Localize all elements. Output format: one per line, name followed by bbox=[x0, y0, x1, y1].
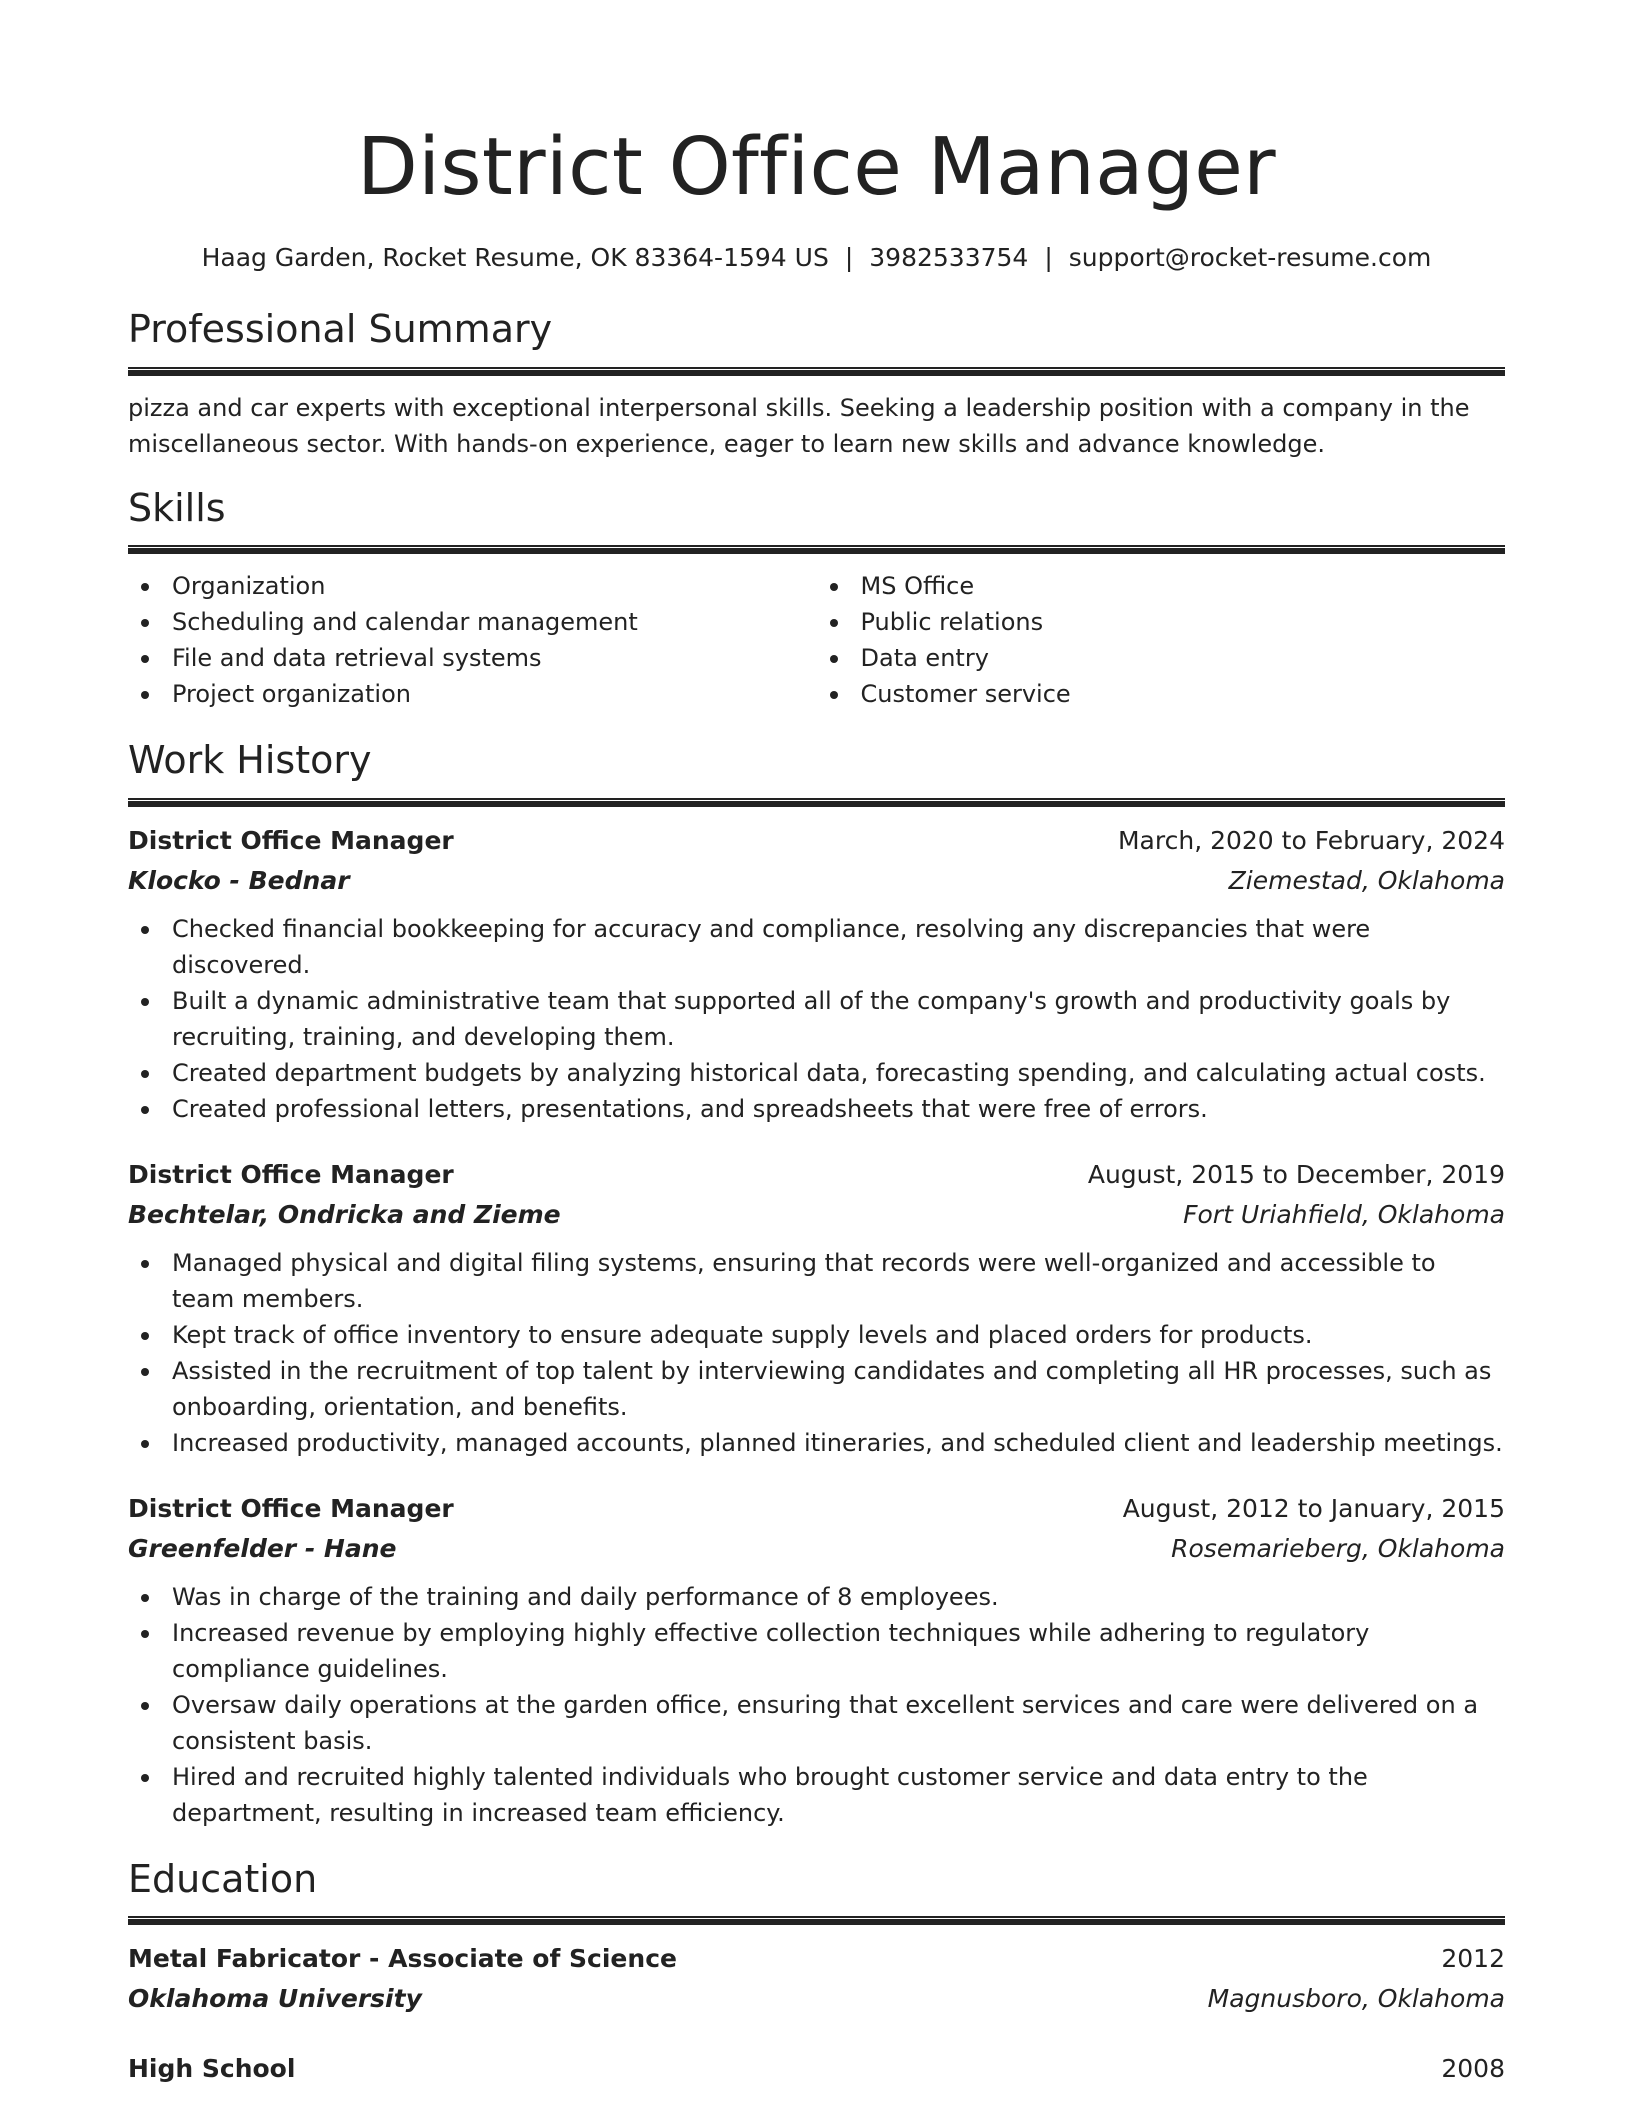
summary-section bbox=[128, 307, 1505, 462]
job-bullet: Created department budgets by analyzing historical data, forecasting spending, and calculating actual costs. bbox=[128, 1055, 1505, 1091]
education-header bbox=[128, 1939, 1505, 1979]
job-title: District Office Manager bbox=[128, 825, 454, 855]
job-header bbox=[128, 1489, 1505, 1529]
job-bullet: Was in charge of the training and daily performance of 8 employees. bbox=[128, 1579, 1505, 1615]
section-divider bbox=[128, 798, 1505, 807]
skill-item: Public relations bbox=[817, 604, 1506, 640]
contact-separator: | bbox=[844, 243, 854, 272]
job-header bbox=[128, 821, 1505, 861]
job-bullet: Hired and recruited highly talented individuals who brought customer service and data entry to the department, resulting in increased team efficiency. bbox=[128, 1759, 1505, 1831]
job-entry bbox=[128, 1489, 1505, 1831]
summary-heading: Professional Summary bbox=[128, 307, 553, 351]
section-divider bbox=[128, 545, 1505, 554]
job-title: District Office Manager bbox=[128, 1493, 454, 1523]
section-divider bbox=[128, 367, 1505, 376]
job-bullets bbox=[128, 1579, 1505, 1831]
skill-item: Customer service bbox=[817, 676, 1506, 712]
job-bullet: Assisted in the recruitment of top talent by interviewing candidates and completing all HR processes, such as onboarding, orientation, and benefits. bbox=[128, 1353, 1505, 1425]
skill-item: Scheduling and calendar management bbox=[128, 604, 817, 640]
skill-item: Data entry bbox=[817, 640, 1506, 676]
education-entry bbox=[128, 2049, 1505, 2089]
job-location: Rosemarieberg, Oklahoma bbox=[1171, 1533, 1505, 1563]
contact-separator: | bbox=[1044, 243, 1053, 272]
job-subheader bbox=[128, 1195, 1505, 1235]
job-bullet: Built a dynamic administrative team that supported all of the company's growth and productivity goals by recruiting, training, and developing them. bbox=[128, 983, 1505, 1055]
skills-column-right bbox=[817, 568, 1506, 712]
job-bullet: Oversaw daily operations at the garden office, ensuring that excellent services and care were delivered on a consistent basis. bbox=[128, 1687, 1505, 1759]
job-location: Ziemestad, Oklahoma bbox=[1228, 865, 1505, 895]
job-bullet: Created professional letters, presentations, and spreadsheets that were free of errors. bbox=[128, 1091, 1505, 1127]
job-entry bbox=[128, 1155, 1505, 1461]
job-bullet: Checked financial bookkeeping for accuracy and compliance, resolving any discrepancies that were discovered. bbox=[128, 911, 1505, 983]
job-bullets bbox=[128, 911, 1505, 1127]
work-heading: Work History bbox=[128, 738, 372, 783]
education-entry bbox=[128, 1939, 1505, 2019]
skills-column-left bbox=[128, 568, 817, 712]
job-bullet: Managed physical and digital filing systems, ensuring that records were well-organized and accessible to team members. bbox=[128, 1245, 1505, 1317]
contact-address: Haag Garden, Rocket Resume, OK 83364-1594 US bbox=[201, 243, 829, 272]
job-bullet: Increased revenue by employing highly effective collection techniques while adhering to regulatory compliance guidelines. bbox=[128, 1615, 1505, 1687]
job-title: District Office Manager bbox=[128, 1159, 454, 1189]
job-dates: August, 2015 to December, 2019 bbox=[1087, 1159, 1505, 1189]
section-divider bbox=[128, 1916, 1505, 1925]
education-year: 2008 bbox=[1441, 2054, 1505, 2084]
contact-line bbox=[128, 243, 1505, 273]
work-section bbox=[128, 738, 1505, 1831]
job-dates: March, 2020 to February, 2024 bbox=[1117, 825, 1505, 855]
job-location: Fort Uriahfield, Oklahoma bbox=[1183, 1199, 1505, 1229]
skill-item: MS Office bbox=[817, 568, 1506, 604]
job-header bbox=[128, 1155, 1505, 1195]
education-subheader bbox=[128, 1979, 1505, 2019]
education-header bbox=[128, 2049, 1505, 2089]
skills-heading: Skills bbox=[128, 485, 226, 530]
job-entry bbox=[128, 821, 1505, 1127]
job-company: Bechtelar, Ondricka and Zieme bbox=[128, 1199, 561, 1229]
education-school: Oklahoma University bbox=[128, 1984, 422, 2014]
education-section bbox=[128, 1857, 1505, 2090]
skills-list bbox=[128, 568, 1505, 712]
job-bullet: Increased productivity, managed accounts, planned itineraries, and scheduled client and leadership meetings. bbox=[128, 1425, 1505, 1461]
job-bullet: Kept track of office inventory to ensure adequate supply levels and placed orders for products. bbox=[128, 1317, 1505, 1353]
job-company: Klocko - Bednar bbox=[128, 865, 350, 895]
job-dates: August, 2012 to January, 2015 bbox=[1122, 1493, 1505, 1523]
skills-section bbox=[128, 486, 1505, 713]
job-bullets bbox=[128, 1245, 1505, 1461]
skill-item: File and data retrieval systems bbox=[128, 640, 817, 676]
contact-email: support@rocket-resume.com bbox=[1068, 243, 1432, 272]
summary-text: pizza and car experts with exceptional interpersonal skills. Seeking a leadership position with a company in the miscellaneous sector. With hands-on experience, eager to learn new skills and advance knowledge. bbox=[128, 393, 1470, 458]
job-subheader bbox=[128, 1529, 1505, 1569]
education-location: Magnusboro, Oklahoma bbox=[1207, 1984, 1505, 2014]
job-subheader bbox=[128, 861, 1505, 901]
education-degree: High School bbox=[128, 2054, 296, 2084]
skill-item: Organization bbox=[128, 568, 817, 604]
education-degree: Metal Fabricator - Associate of Science bbox=[128, 1944, 677, 1974]
skill-item: Project organization bbox=[128, 676, 817, 712]
resume-title: District Office Manager bbox=[357, 121, 1276, 213]
education-year: 2012 bbox=[1441, 1944, 1505, 1974]
contact-phone: 3982533754 bbox=[869, 243, 1029, 272]
job-company: Greenfelder - Hane bbox=[128, 1533, 397, 1563]
education-heading: Education bbox=[128, 1856, 318, 1901]
